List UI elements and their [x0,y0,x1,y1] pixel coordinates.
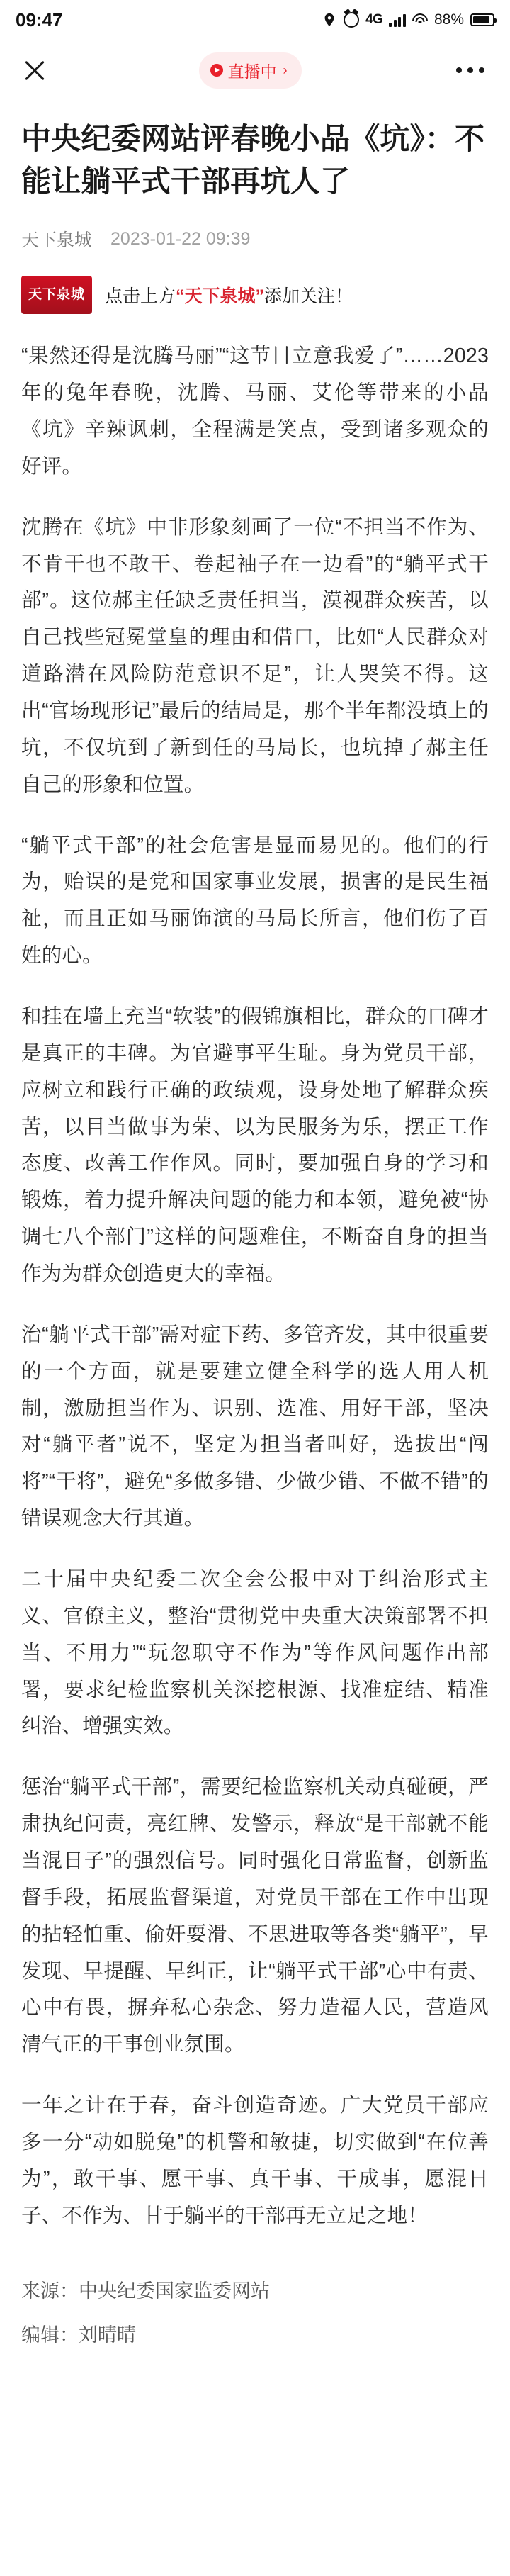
follow-banner-prefix: 点击上方 [105,286,176,307]
article-paragraph: 和挂在墙上充当“软装”的假锦旗相比，群众的口碑才是真正的丰碑。为官避事平生耻。身为党员干部，应树立和践行正确的政绩观，设身处地了解群众疾苦，以目当做事为荣、以为民服务为乐，摆正工作态度、改善工作作风。同时，要加强自身的学习和锻炼，着力提升解决问题的能力和本领，避免被“协调七八个部门”这样的问题难住，不断奋自身的担当作为为群众创造更大的幸福。 [21,1005,489,1286]
live-badge-label: 直播中 [227,62,277,81]
article-paragraph: “躺平式干部”的社会危害是显而易见的。他们的行为，贻误的是党和国家事业发展，损害的是民生福祉，而且正如马丽饰演的马局长所言，他们伤了百姓的心。 [21,834,489,968]
live-badge-button[interactable] [199,52,302,89]
close-icon[interactable] [20,55,50,85]
publisher-logo-line1: 天下 [28,287,57,303]
location-icon [322,12,337,28]
live-play-icon [210,64,223,77]
article-paragraph: 一年之计在于春，奋斗创造奇迹。广大党员干部应多一分“动如脱兔”的机警和敏捷，切实做到“在位善为”，敢干事、愿干事、真干事、干成事，愿混日子、不作为、甘于躺平的干部再无立足之地！ [21,2094,489,2227]
article-container [0,101,510,2354]
article-paragraph: 沈腾在《坑》中非形象刻画了一位“不担当不作为、不肯干也不敢干、卷起袖子在一边看”的“躺平式干部”。这位郝主任缺乏责任担当，漠视群众疾苦，以自己找些冠冕堂皇的理由和借口，比如“人民群众对道路潜在风险防范意识不足”，让人哭笑不得。这出“官场现形记”最后的结局是，那个半年都没填上的坑，不仅坑到了新到任的马局长，也坑掉了郝主任自己的形象和位置。 [21,515,489,796]
top-nav-bar [0,40,510,101]
publisher-logo-icon [21,276,92,314]
chevron-right-icon: › [283,63,288,77]
article-paragraph: 治“躺平式干部”需对症下药、多管齐发，其中很重要的一个方面，就是要建立健全科学的选人用人机制，激励担当作为、识别、选准、用好干部，坚决对“躺平者”说不，坚定为担当者叫好，选拔出“闯将”“干将”，避免“多做多错、少做少错、不做不错”的错误观念大行其道。 [21,1323,489,1530]
article-paragraph: 二十届中央纪委二次全会公报中对于纠治形式主义、官僚主义，整治“贯彻党中央重大决策部署不担当、不用力”“玩忽职守不作为”等作风问题作出部署，要求纪检监察机关深挖根源、找准症结、精准纠治、增强实效。 [21,1568,489,1738]
publisher-logo-line2: 泉城 [57,287,86,303]
page-title: 中央纪委网站评春晚小品《坑》：不能让躺平式干部再坑人了 [21,122,485,198]
status-bar-left [16,9,63,31]
article-editor-line: 编辑：刘晴晴 [21,2324,136,2346]
follow-banner-suffix: 添加关注！ [264,286,353,307]
battery-percent-label: 88% [434,11,464,28]
article-paragraph: 惩治“躺平式干部”，需要纪检监察机关动真碰硬，严肃执纪问责，亮红牌、发警示，释放“是干部就不能当混日子”的强烈信号。同时强化日常监督，创新监督手段，拓展监督渠道，对党员干部在工作中出现的拈轻怕重、偷奸耍滑、不思进取等各类“躺平”，早发现、早提醒、早纠正，让“躺平式干部”心中有责、心中有畏，摒弃私心杂念、努力造福人民，营造风清气正的干事创业氛围。 [21,1776,489,2056]
status-bar [0,0,510,40]
network-type-label: 4G [366,12,383,27]
battery-icon [470,13,494,26]
follow-banner-text [105,282,353,308]
article-body [21,338,489,2234]
article-footer [21,2272,489,2354]
article-source-line: 来源：中央纪委国家监委网站 [21,2280,270,2302]
article-meta [21,226,489,252]
wifi-icon [412,13,428,26]
follow-banner-highlight: “天下泉城” [176,286,265,307]
article-paragraph: “果然还得是沈腾马丽”“这节目立意我爱了”……2023年的兔年春晚，沈腾、马丽、艾伦等带来的小品《坑》辛辣讽刺，全程满是笑点，受到诸多观众的好评。 [21,345,489,478]
status-time: 09:47 [16,9,63,30]
article-source[interactable]: 天下泉城 [21,230,93,251]
article-timestamp: 2023-01-22 09:39 [110,228,251,249]
follow-banner[interactable] [21,276,489,314]
status-bar-right [322,11,494,28]
signal-bars-icon [389,13,406,27]
more-options-icon[interactable] [450,62,490,79]
alarm-icon [344,12,359,28]
